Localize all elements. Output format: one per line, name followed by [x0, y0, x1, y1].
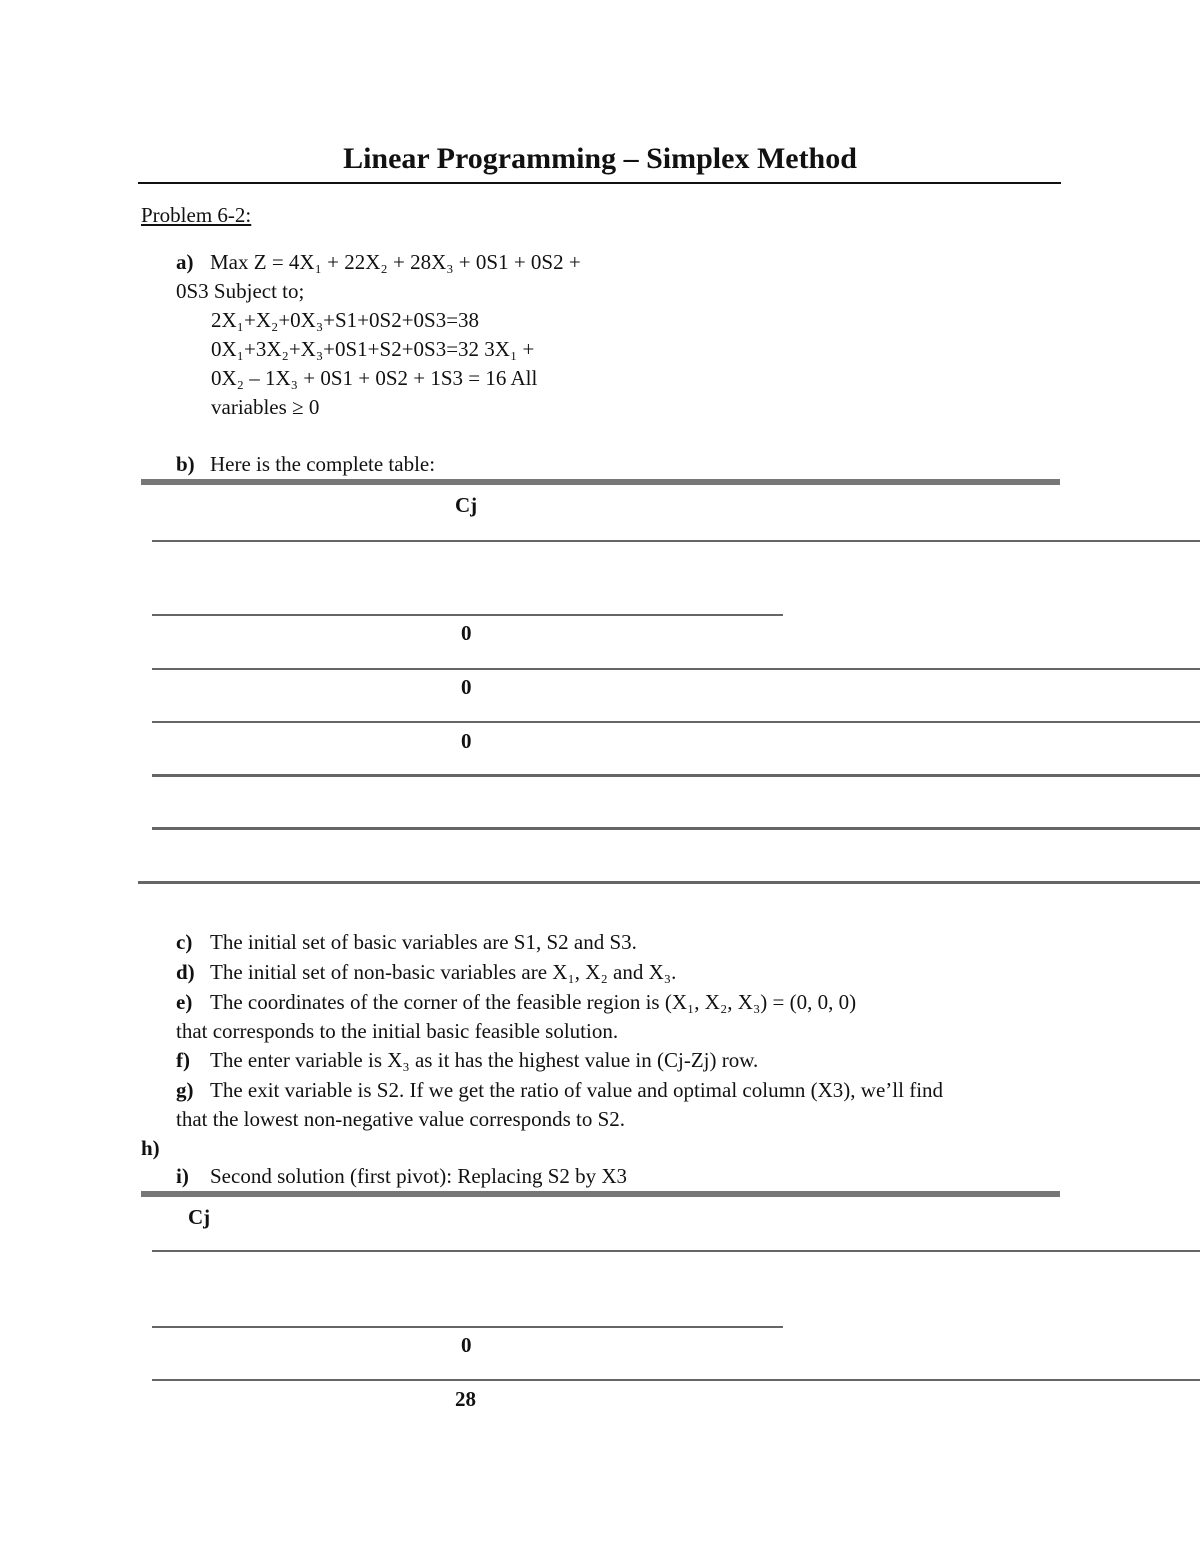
part-c-label: c)	[176, 930, 193, 954]
table1-rule-3	[152, 668, 1200, 670]
part-f	[176, 1048, 758, 1073]
part-i-text: Second solution (first pivot): Replacing S2 by X3	[210, 1164, 628, 1188]
table1-rule-1	[152, 540, 1200, 542]
part-b-label: b)	[176, 452, 195, 476]
constraint-4: variables ≥ 0	[211, 395, 320, 419]
part-e-label: e)	[176, 990, 193, 1014]
table2-rule-3	[152, 1379, 1200, 1381]
part-g	[176, 1078, 943, 1103]
part-g-label: g)	[176, 1078, 194, 1102]
part-b-text: Here is the complete table:	[210, 452, 436, 476]
part-e-line2: that corresponds to the initial basic feasible solution.	[176, 1019, 619, 1043]
part-b	[176, 452, 435, 477]
table1-row2-cb: 0	[461, 675, 472, 699]
part-h-label: h)	[141, 1136, 160, 1160]
part-c	[176, 930, 637, 955]
part-d-text: The initial set of non-basic variables are X₁, X₂ and X₃.	[210, 960, 677, 984]
table2-row2-cb: 28	[455, 1387, 476, 1411]
part-f-label: f)	[176, 1048, 190, 1072]
part-g-line2: that the lowest non-negative value corresponds to S2.	[176, 1107, 626, 1131]
table1-row3-cb: 0	[461, 729, 472, 753]
part-i	[176, 1164, 627, 1189]
part-c-text: The initial set of basic variables are S1, S2 and S3.	[210, 930, 637, 954]
problem-heading: Problem 6-2:	[141, 203, 252, 227]
constraint-2: 0X₁+3X₂+X₃+0S1+S2+0S3=32 3X₁ +	[211, 337, 535, 361]
table1-rule-4	[152, 721, 1200, 723]
table1-top-border	[141, 479, 1060, 485]
table1-cj-label: Cj	[455, 493, 478, 517]
table1-rule-2	[152, 614, 783, 616]
part-e-text: The coordinates of the corner of the feasible region is (X₁, X₂, X₃) = (0, 0, 0)	[210, 990, 857, 1014]
part-g-text: The exit variable is S2. If we get the ratio of value and optimal column (X3), we’ll find	[210, 1078, 944, 1102]
table1-row1-cb: 0	[461, 621, 472, 645]
table1-rule-5	[152, 774, 1200, 777]
constraint-1: 2X₁+X₂+0X₃+S1+0S2+0S3=38	[211, 308, 480, 332]
title-rule	[138, 182, 1061, 184]
table2-rule-2	[152, 1326, 783, 1328]
part-d	[176, 960, 676, 985]
constraint-3: 0X₂ – 1X₃ + 0S1 + 0S2 + 1S3 = 16 All	[211, 366, 538, 390]
part-e	[176, 990, 856, 1015]
table2-rule-1	[152, 1250, 1200, 1252]
table1-rule-6	[152, 827, 1200, 830]
part-a-label: a)	[176, 250, 194, 274]
part-f-text: The enter variable is X₃ as it has the highest value in (Cj-Zj) row.	[210, 1048, 759, 1072]
table1-bottom-border	[138, 881, 1200, 884]
objective-function: Max Z = 4X₁ + 22X₂ + 28X₃ + 0S1 + 0S2 +	[210, 250, 581, 274]
table2-cj-label: Cj	[188, 1205, 211, 1229]
part-i-label: i)	[176, 1164, 189, 1188]
part-d-label: d)	[176, 960, 195, 984]
table2-top-border	[141, 1191, 1060, 1197]
part-a-line2: 0S3 Subject to;	[176, 279, 305, 303]
table2-row1-cb: 0	[461, 1333, 472, 1357]
part-a-line1	[176, 250, 581, 275]
page-title: Linear Programming – Simplex Method	[343, 142, 857, 175]
